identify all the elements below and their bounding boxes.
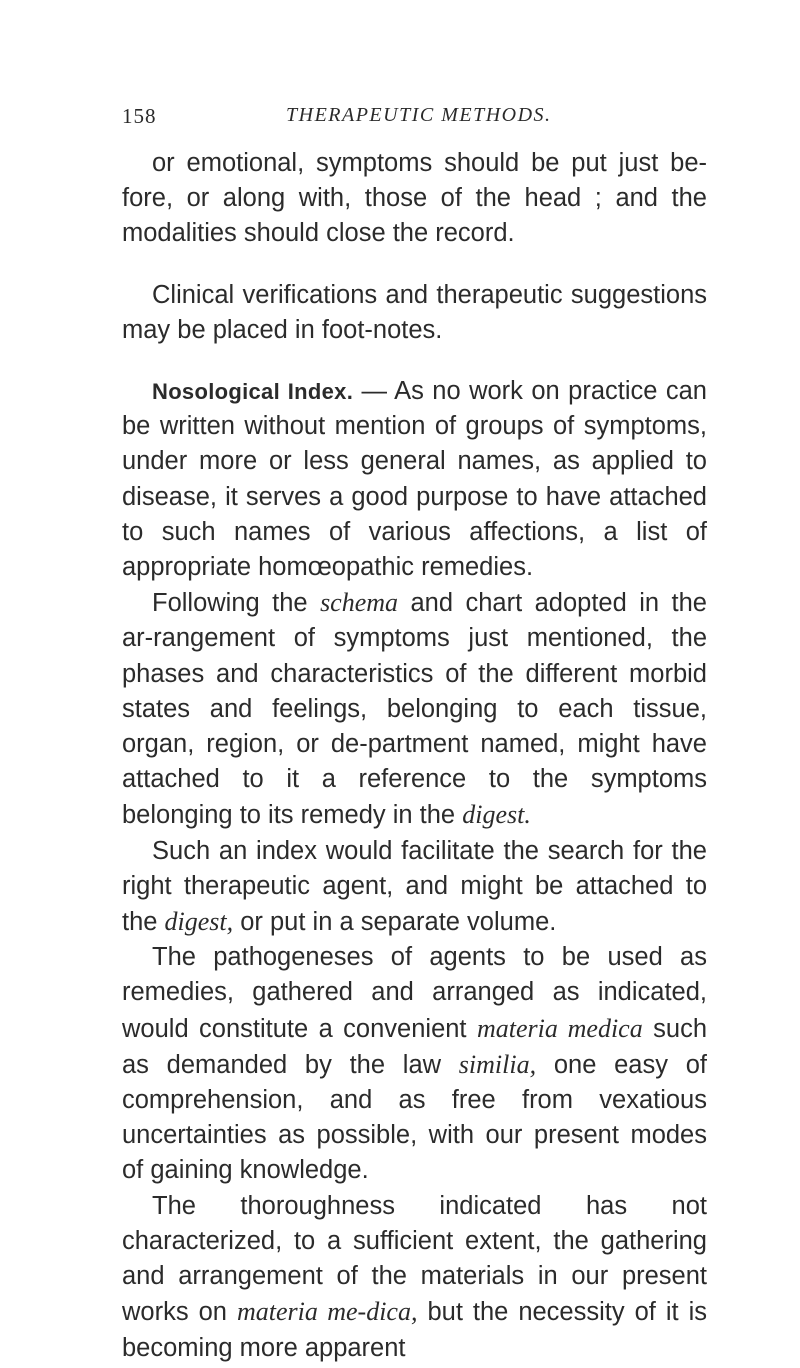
paragraph-text: Following the <box>152 589 321 618</box>
running-head: THERAPEUTIC METHODS. <box>286 104 552 126</box>
italic-term: digest, <box>164 907 234 937</box>
paragraph-text: As no work on practice can be written without mention of groups of symptoms, under more or less general names, as applied to disease, it serves a good purpose to have attached to such names of various affections, a list of appropriate homœopathic remedies. <box>122 377 707 582</box>
paragraph-text: The thoroughness indicated has not characterized, to a sufficient extent, the gathering and arrangement of the materials in our present works on <box>122 1191 707 1327</box>
paragraph-nosological-index <box>122 374 707 585</box>
paragraph-continuation <box>122 146 707 252</box>
paragraph-text: or emotional, symptoms should be put just be-fore, or along with, those of the head ; and the modalities should close the record. <box>122 149 707 248</box>
italic-term: digest. <box>462 800 531 830</box>
paragraph-text: The pathogeneses of agents to be used as remedies, gathered and arranged as indicated, would constitute a convenient <box>122 943 707 1043</box>
page-header <box>122 104 682 134</box>
paragraph-gap <box>122 348 707 374</box>
italic-term: materia medica <box>476 1013 643 1043</box>
paragraph-index-search <box>122 834 707 941</box>
paragraph-text: and chart adopted in the ar-rangement of symptoms just mentioned, the phases and characteristics of the different morbid states and feelings, belonging to each tissue, organ, region, or de-partment named, might have attached to it a reference to the symptoms belonging to its remedy in the <box>122 589 707 830</box>
body-text <box>122 146 707 1366</box>
page-number: 158 <box>122 104 157 128</box>
italic-term: materia me-dica, <box>236 1297 418 1327</box>
paragraph-thoroughness <box>122 1189 707 1366</box>
paragraph-text: Clinical verifications and therapeutic suggestions may be placed in foot-notes. <box>122 280 707 344</box>
italic-term: similia, <box>458 1049 537 1079</box>
paragraph-following-schema <box>122 585 707 833</box>
paragraph-text: such as demanded by the law <box>122 1014 708 1079</box>
paragraph-clinical-verifications <box>122 278 707 348</box>
paragraph-text: but the necessity of it is becoming more apparent <box>122 1298 708 1362</box>
section-heading: Nosological Index. <box>152 379 354 405</box>
paragraph-pathogeneses <box>122 940 707 1188</box>
paragraph-text: one easy of comprehension, and as free from vexatious uncertainties as possible, with our present modes of gaining knowledge. <box>122 1050 707 1185</box>
paragraph-text: Such an index would facilitate the search for the right therapeutic agent, and might be attached to the <box>122 836 707 937</box>
paragraph-gap <box>122 252 707 278</box>
italic-term: schema <box>320 588 399 618</box>
paragraph-text: or put in a separate volume. <box>233 908 557 937</box>
em-dash: — <box>353 377 395 406</box>
